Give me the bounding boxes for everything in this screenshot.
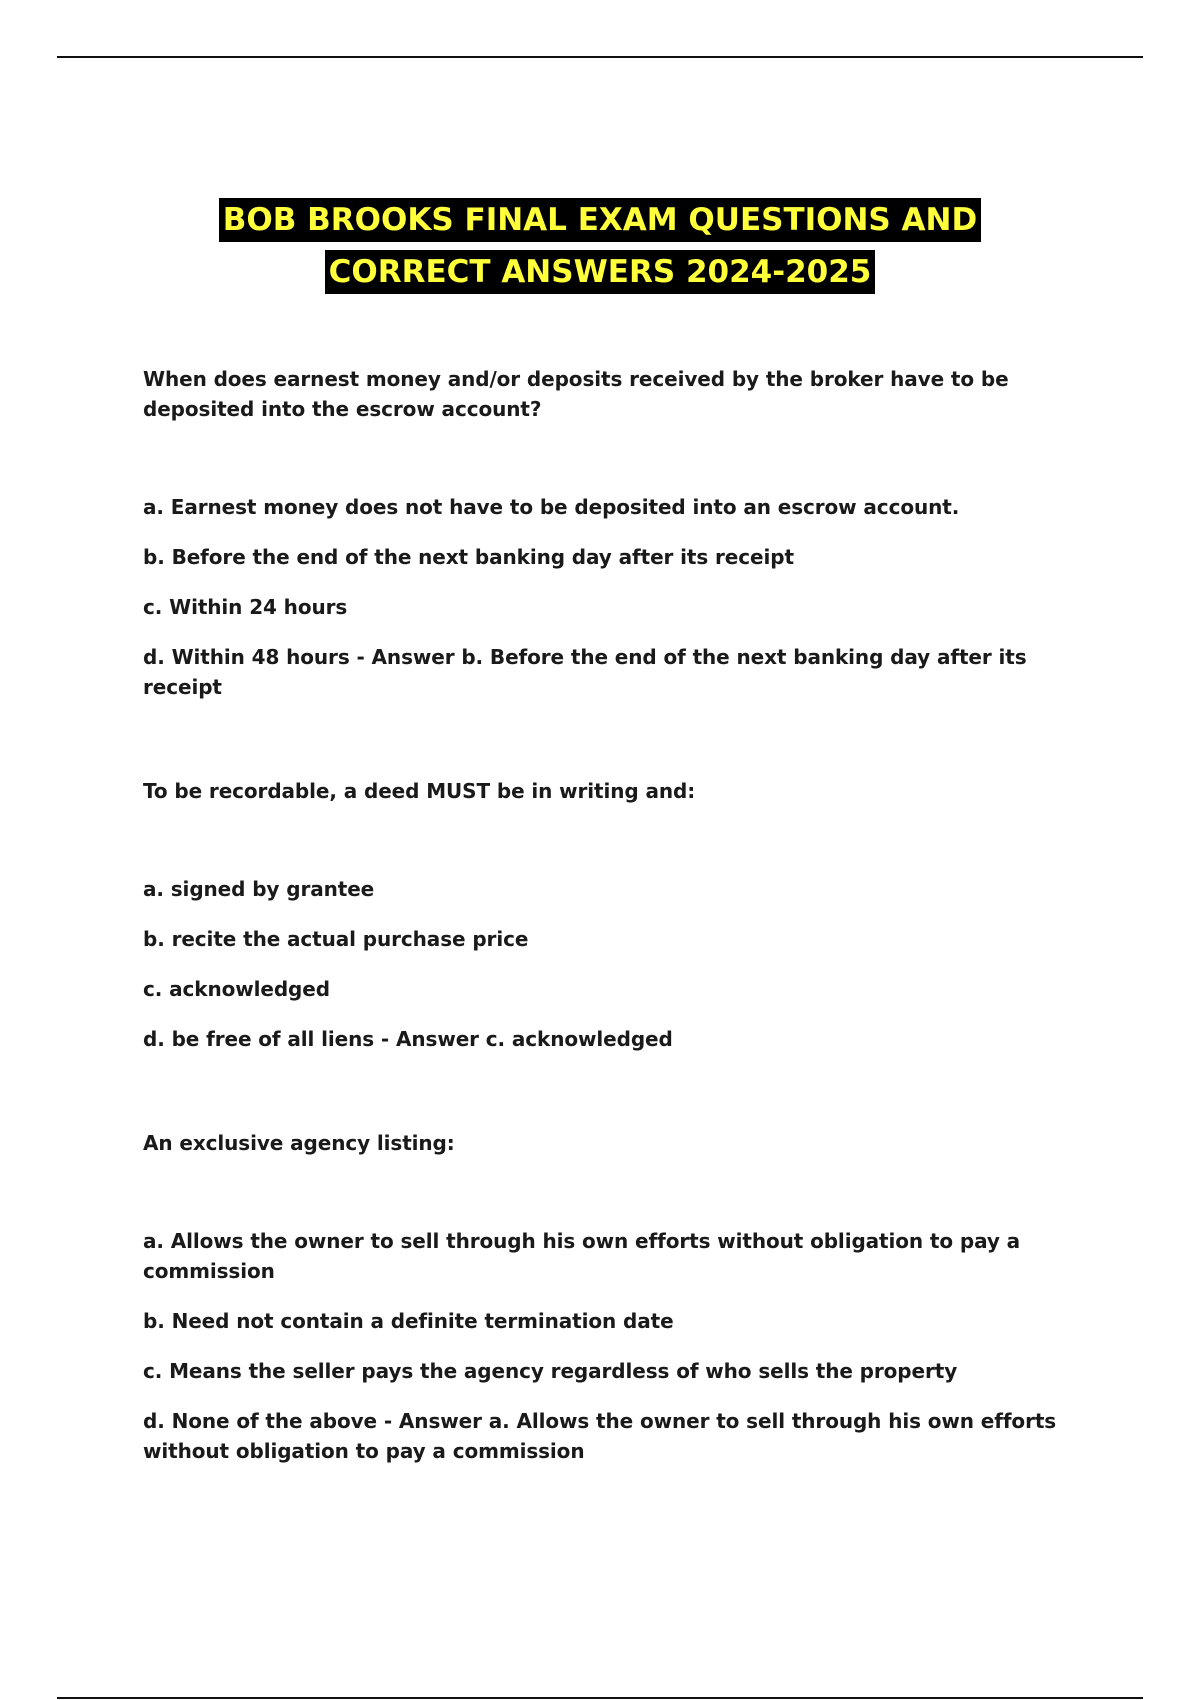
question-text: When does earnest money and/or deposits received by the broker have to be deposited into the escrow account? (143, 367, 1009, 421)
option-c: c. Within 24 hours (143, 595, 348, 619)
option-d-answer: d. None of the above - Answer a. Allows the owner to sell through his own efforts without obligation to pay a commission (143, 1409, 1057, 1463)
option-d-answer: d. Within 48 hours - Answer b. Before the end of the next banking day after its receipt (143, 645, 1027, 699)
option-a: a. Earnest money does not have to be deposited into an escrow account. (143, 495, 960, 519)
option-c: c. acknowledged (143, 977, 330, 1001)
title-line-2: CORRECT ANSWERS 2024-2025 (325, 250, 876, 294)
bottom-rule (57, 1697, 1143, 1699)
option-a: a. signed by grantee (143, 877, 375, 901)
option-a: a. Allows the owner to sell through his own efforts without obligation to pay a commission (143, 1229, 1021, 1283)
title-line-1: BOB BROOKS FINAL EXAM QUESTIONS AND (219, 198, 981, 242)
question-block-3 (143, 1128, 1103, 1466)
questions-list (143, 364, 1103, 1486)
top-rule (57, 56, 1143, 58)
option-b: b. recite the actual purchase price (143, 927, 529, 951)
question-block-1 (143, 364, 1103, 702)
option-b: b. Before the end of the next banking day after its receipt (143, 545, 794, 569)
option-d-answer: d. be free of all liens - Answer c. acknowledged (143, 1027, 673, 1051)
document-title (0, 194, 1200, 298)
question-text: An exclusive agency listing: (143, 1131, 455, 1155)
option-b: b. Need not contain a definite termination date (143, 1309, 674, 1333)
question-block-2 (143, 776, 1103, 1054)
question-text: To be recordable, a deed MUST be in writing and: (143, 779, 696, 803)
option-c: c. Means the seller pays the agency regardless of who sells the property (143, 1359, 958, 1383)
